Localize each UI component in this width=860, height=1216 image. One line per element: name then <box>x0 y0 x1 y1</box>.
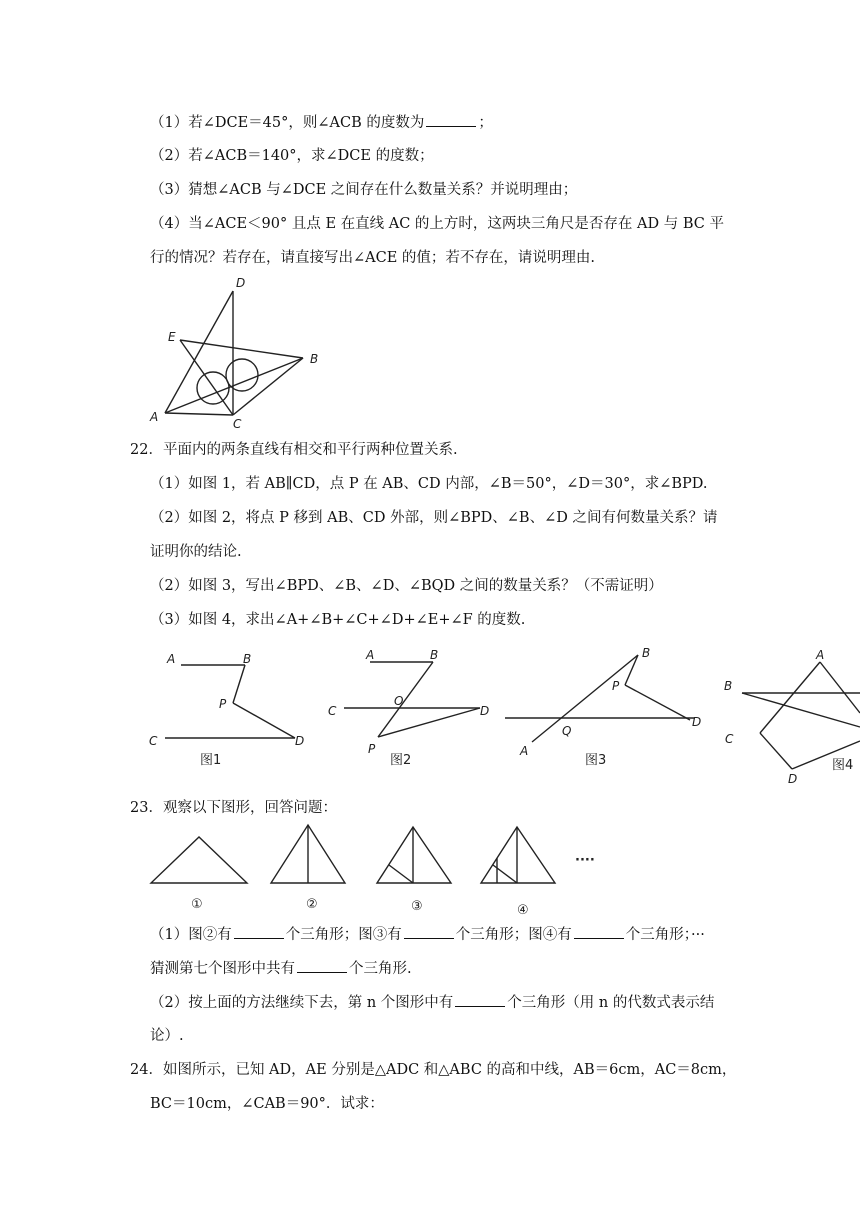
q23-figures <box>145 822 615 922</box>
q22-part1: （1）如图 1，若 AB∥CD，点 P 在 AB、CD 内部，∠B＝50°，∠D＝30°，求∠BPD. <box>150 476 708 492</box>
label-O: O <box>394 694 404 708</box>
q21-part2: （2）若∠ACB＝140°，求∠DCE 的度数； <box>150 148 434 164</box>
q23-part1-line2 <box>150 958 412 979</box>
q21-part3: （3）猜想∠ACB 与∠DCE 之间存在什么数量关系？并说明理由； <box>150 182 578 198</box>
q22-figure1 <box>145 645 320 770</box>
q23-part1-text-b: 个三角形；图③有 <box>285 927 402 943</box>
q24-line2: BC＝10cm，∠CAB＝90°．试求： <box>150 1096 384 1112</box>
q23-part1-line1 <box>150 924 705 945</box>
figure3-caption: 图3 <box>585 753 607 768</box>
label-D: D <box>480 704 490 718</box>
q21-part1-suffix: ； <box>478 115 493 131</box>
label-B: B <box>310 352 319 366</box>
label-E: E <box>168 330 176 344</box>
answer-blank[interactable] <box>297 958 347 973</box>
answer-blank[interactable] <box>574 924 624 939</box>
answer-blank[interactable] <box>234 924 284 939</box>
label-D: D <box>788 772 798 786</box>
q23-part1-text-a: （1）图②有 <box>150 927 232 943</box>
label-A: A <box>167 652 176 666</box>
label-A: A <box>366 648 375 662</box>
label-B: B <box>642 646 651 660</box>
q23-part2-text-b: 个三角形（用 n 的代数式表示结 <box>507 995 715 1011</box>
q22-title: 22．平面内的两条直线有相交和平行两种位置关系. <box>130 442 458 458</box>
label-A: A <box>520 744 529 758</box>
q23-part2-text-a: （2）按上面的方法继续下去，第 n 个图形中有 <box>150 995 454 1011</box>
q22-figure4 <box>720 645 860 790</box>
q21-part4-line1: （4）当∠ACE＜90° 且点 E 在直线 AC 的上方时，这两块三角尺是否存在 AD 与 BC 平 <box>150 216 724 232</box>
figure-label-2: ② <box>306 897 318 912</box>
figure-label-4: ④ <box>517 903 529 918</box>
q23-part1-text-e: 猜测第七个图形中共有 <box>150 961 295 977</box>
q23-title: 23．观察以下图形，回答问题： <box>130 800 337 816</box>
label-C: C <box>233 417 242 431</box>
label-C: C <box>149 734 158 748</box>
q23-part2-line2: 论）. <box>150 1028 184 1044</box>
q23-part1-text-c: 个三角形；图④有 <box>455 927 572 943</box>
q22-figure3 <box>500 640 720 770</box>
figure2-caption: 图2 <box>390 753 412 768</box>
q23-part1-text-d: 个三角形；··· <box>625 927 705 943</box>
label-A: A <box>816 648 825 662</box>
q22-figure2 <box>320 645 500 770</box>
figure-label-1: ① <box>191 897 203 912</box>
figure4-caption: 图4 <box>832 758 854 773</box>
label-D: D <box>236 276 246 290</box>
q21-part1-text: （1）若∠DCE＝45°，则∠ACB 的度数为 <box>150 115 425 131</box>
label-P: P <box>219 697 227 711</box>
label-D: D <box>692 715 702 729</box>
label-Q: Q <box>562 724 572 738</box>
q23-part1-text-f: 个三角形. <box>349 961 412 977</box>
label-B: B <box>430 648 439 662</box>
answer-blank[interactable] <box>426 112 476 127</box>
q21-figure <box>140 275 330 430</box>
label-P: P <box>368 742 376 756</box>
q24-line1: 24．如图所示，已知 AD，AE 分别是△ADC 和△ABC 的高和中线，AB＝6cm，AC＝8cm， <box>130 1062 737 1078</box>
label-P: P <box>612 679 620 693</box>
figure1-caption: 图1 <box>200 753 222 768</box>
q22-part3: （2）如图 3，写出∠BPD、∠B、∠D、∠BQD 之间的数量关系？（不需证明） <box>150 578 663 594</box>
q22-part4: （3）如图 4，求出∠A+∠B+∠C+∠D+∠E+∠F 的度数. <box>150 612 526 628</box>
answer-blank[interactable] <box>404 924 454 939</box>
sequence-ellipsis: ···· <box>575 853 595 868</box>
label-B: B <box>243 652 252 666</box>
q21-part4-line2: 行的情况？若存在，请直接写出∠ACE 的值；若不存在，请说明理由. <box>150 250 596 266</box>
label-C: C <box>328 704 337 718</box>
label-D: D <box>295 734 305 748</box>
figure-label-3: ③ <box>411 899 423 914</box>
q22-part2-line2: 证明你的结论. <box>150 544 242 560</box>
label-A: A <box>150 410 159 424</box>
q22-part2-line1: （2）如图 2，将点 P 移到 AB、CD 外部，则∠BPD、∠B、∠D 之间有何数量关系？请 <box>150 510 718 526</box>
q23-part2-line1 <box>150 992 714 1013</box>
label-C: C <box>725 732 734 746</box>
answer-blank[interactable] <box>455 992 505 1007</box>
label-B: B <box>724 679 733 693</box>
q21-part1 <box>150 112 493 133</box>
